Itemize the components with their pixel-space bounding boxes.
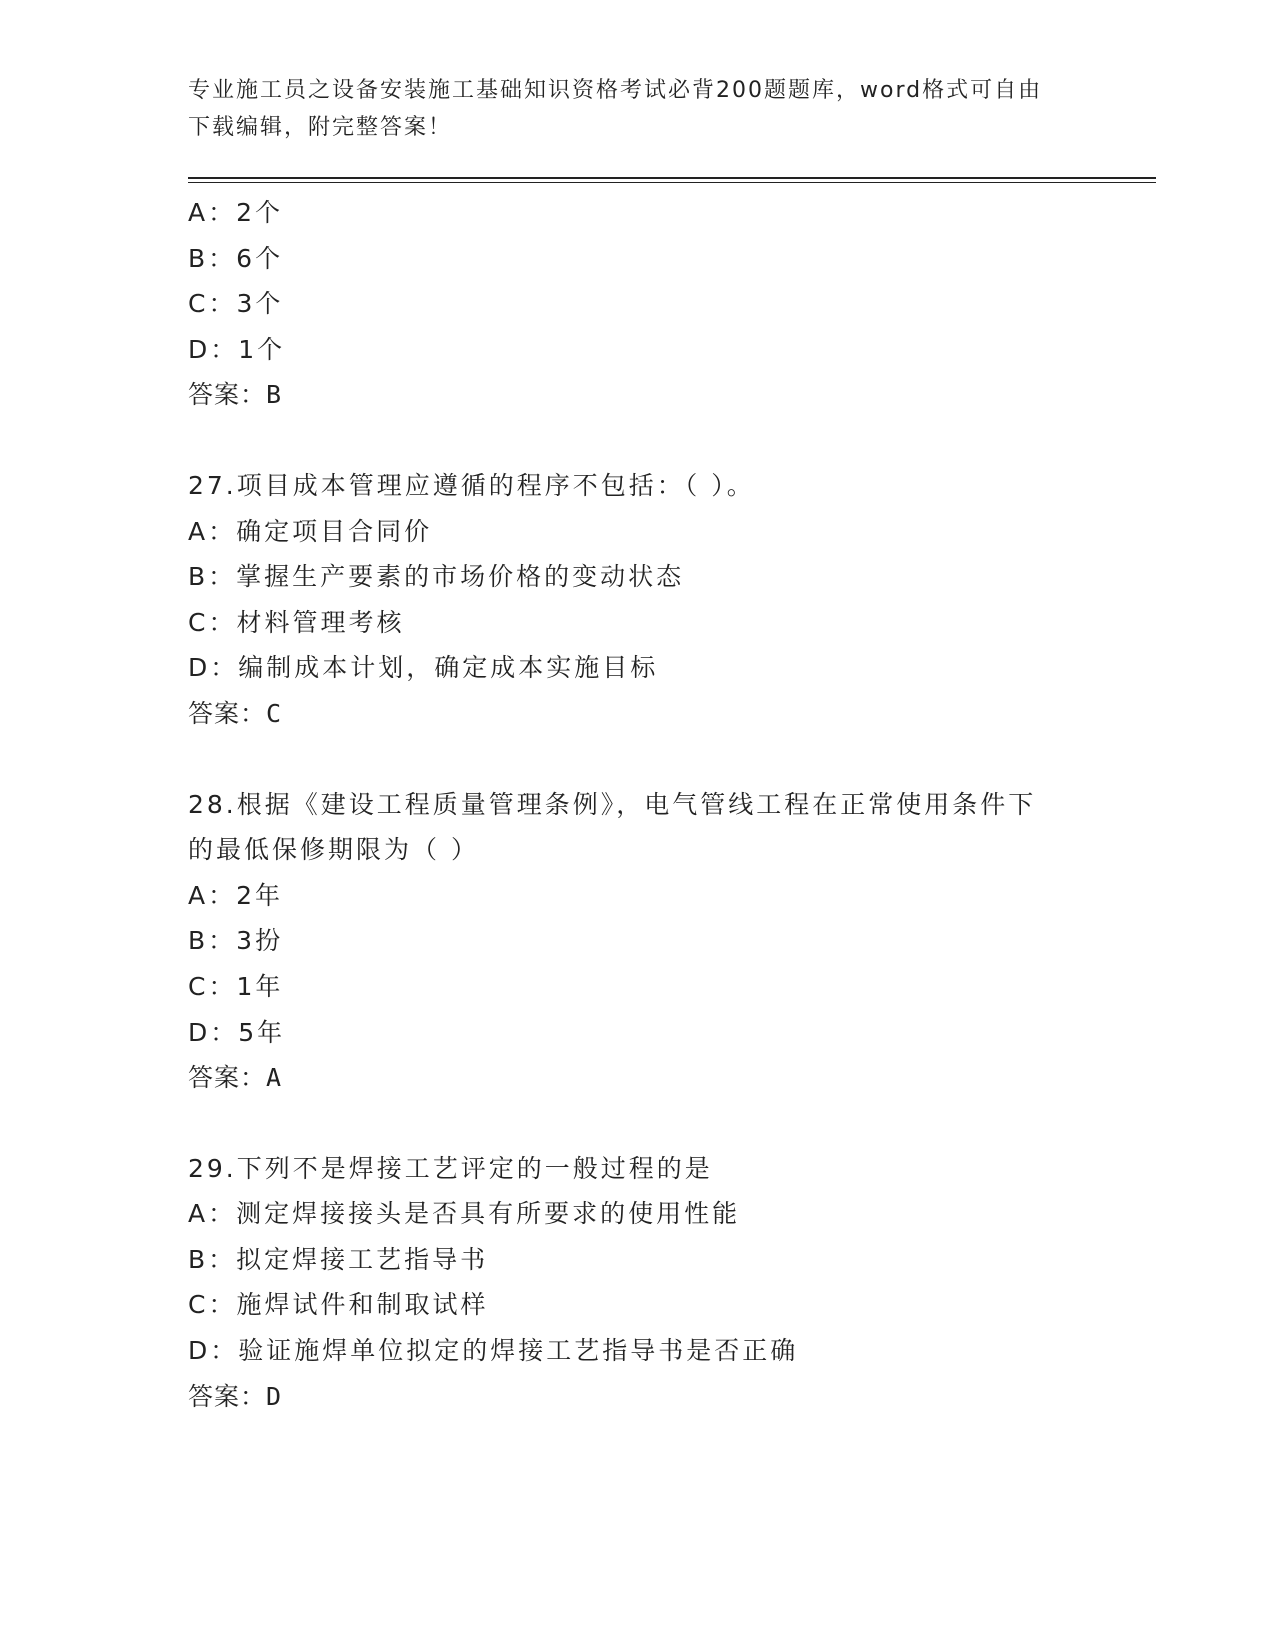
option-letter: C (188, 607, 209, 637)
option-letter: C (188, 1290, 209, 1320)
answer-line: 答案：A (188, 1063, 283, 1093)
option-c (188, 964, 1088, 1010)
header-divider-thin (188, 182, 1156, 183)
option-letter: C (188, 289, 209, 319)
option-c (188, 281, 1088, 327)
option-letter: A (188, 516, 209, 546)
option-separator: ： (208, 1290, 237, 1320)
option-letter: A (188, 880, 209, 910)
option-letter: D (188, 334, 211, 364)
option-text: 测定焊接接头是否具有所要求的使用性能 (236, 1199, 741, 1229)
option-b (188, 1237, 1088, 1283)
option-d (188, 1328, 1088, 1374)
header-title-line-1: 专业施工员之设备安装施工基础知识资格考试必背200题题库，word格式可自由 (188, 78, 1043, 103)
option-separator: ： (208, 607, 237, 637)
option-c (188, 600, 1088, 646)
question-stem: 28.根据《建设工程质量管理条例》，电气管线工程在正常使用条件下 (188, 789, 1037, 819)
question-stem: 29.下列不是焊接工艺评定的一般过程的是 (188, 1153, 713, 1183)
option-a (188, 873, 1088, 919)
option-separator: ： (208, 1244, 237, 1274)
option-b (188, 918, 1088, 964)
option-text: 验证施焊单位拟定的焊接工艺指导书是否正确 (238, 1336, 799, 1366)
option-d (188, 645, 1088, 691)
option-separator: ： (208, 880, 237, 910)
option-text: 2年 (236, 880, 284, 910)
option-text: 1年 (236, 971, 284, 1001)
option-separator: ： (208, 516, 237, 546)
option-letter: D (188, 653, 211, 683)
option-text: 5年 (238, 1017, 286, 1047)
header-divider-thick (188, 177, 1156, 179)
option-separator: ： (208, 926, 237, 956)
option-a (188, 1191, 1088, 1237)
option-letter: A (188, 198, 209, 227)
question-block-27 (188, 463, 1088, 737)
option-letter: B (188, 1244, 209, 1274)
option-a (188, 509, 1088, 555)
option-separator: ： (210, 653, 239, 683)
option-text: 6个 (236, 243, 284, 273)
question-block-28 (188, 782, 1088, 1101)
question-stem: 27.项目成本管理应遵循的程序不包括：（ ）。 (188, 470, 755, 500)
option-text: 3个 (236, 289, 284, 319)
option-separator: ： (210, 334, 239, 364)
option-b (188, 554, 1088, 600)
option-text: 材料管理考核 (236, 607, 405, 637)
option-separator: ： (208, 198, 237, 227)
answer-line: 答案：D (188, 1381, 283, 1411)
option-a (188, 190, 1088, 236)
option-text: 3扮 (236, 926, 284, 956)
option-separator: ： (208, 1199, 237, 1229)
option-text: 施焊试件和制取试样 (236, 1290, 489, 1320)
option-text: 拟定焊接工艺指导书 (236, 1244, 489, 1274)
option-separator: ： (208, 289, 237, 319)
document-header (188, 72, 1068, 146)
answer-line: 答案：C (188, 698, 283, 728)
option-separator: ： (210, 1336, 239, 1366)
question-stem-continued: 的最低保修期限为（ ） (188, 835, 479, 865)
question-list (188, 190, 1088, 1419)
option-c (188, 1282, 1088, 1328)
option-text: 确定项目合同价 (236, 516, 433, 546)
answer-line: 答案：B (188, 380, 283, 410)
option-separator: ： (208, 562, 237, 592)
header-title-line-2: 下载编辑，附完整答案！ (188, 115, 453, 140)
option-separator: ： (208, 243, 237, 273)
option-text: 编制成本计划，确定成本实施目标 (238, 653, 659, 683)
option-separator: ： (208, 971, 237, 1001)
option-letter: B (188, 562, 209, 592)
question-block-26 (188, 190, 1088, 418)
option-letter: B (188, 243, 209, 273)
option-letter: A (188, 1199, 209, 1229)
option-text: 掌握生产要素的市场价格的变动状态 (236, 562, 685, 592)
option-letter: D (188, 1336, 211, 1366)
option-letter: C (188, 971, 209, 1001)
option-letter: B (188, 926, 209, 956)
option-letter: D (188, 1017, 211, 1047)
question-block-29 (188, 1146, 1088, 1420)
option-separator: ： (210, 1017, 239, 1047)
option-d (188, 1010, 1088, 1056)
option-text: 1个 (238, 334, 286, 364)
option-b (188, 236, 1088, 282)
option-text: 2个 (236, 198, 284, 227)
option-d (188, 327, 1088, 373)
